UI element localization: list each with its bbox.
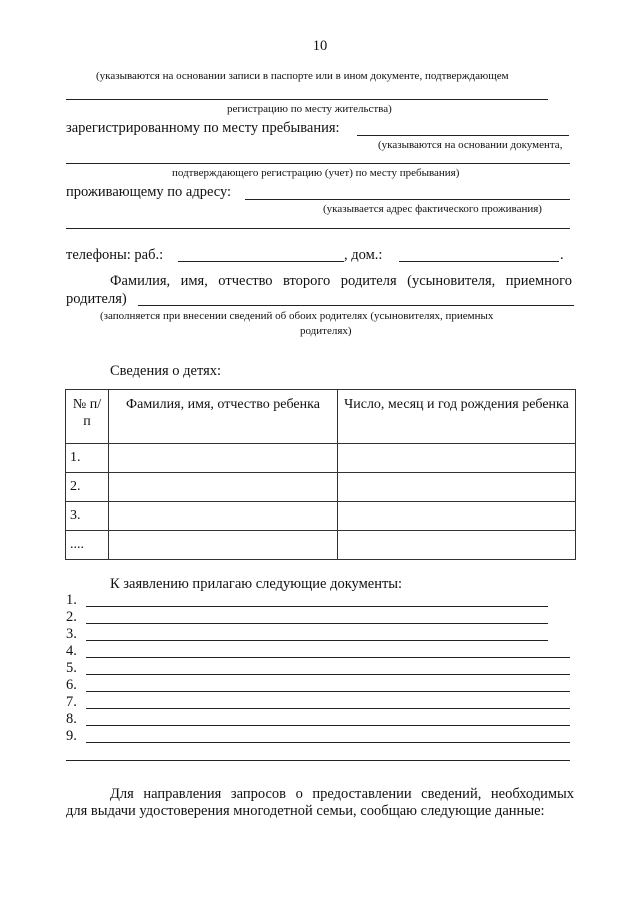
doc-fill-line[interactable] — [86, 742, 570, 743]
doc-item-number: 2. — [66, 609, 77, 625]
child-name-cell[interactable] — [109, 531, 338, 560]
doc-item-number: 4. — [66, 643, 77, 659]
doc-fill-line[interactable] — [86, 674, 570, 675]
second-parent-fill-line — [138, 305, 574, 306]
children-table — [65, 389, 576, 560]
doc-item-number: 8. — [66, 711, 77, 727]
residence-fill-line — [66, 99, 548, 100]
doc-fill-line[interactable] — [86, 640, 548, 641]
doc-fill-line[interactable] — [86, 657, 570, 658]
doc-item-number: 1. — [66, 592, 77, 608]
children-table-header — [66, 390, 576, 444]
passport-note-line1: (указываются на основании записи в паспорте или в ином документе, подтверждающем — [96, 70, 509, 82]
child-birthdate-cell[interactable] — [338, 473, 576, 502]
doc-fill-line[interactable] — [86, 606, 548, 607]
closing-line1: Для направления запросов о предоставлении сведений, необходимых — [110, 786, 574, 802]
table-row — [66, 502, 576, 531]
doc-item-number: 7. — [66, 694, 77, 710]
stay-note-line2: подтверждающего регистрацию (учет) по месту пребывания) — [172, 167, 460, 179]
doc-item-number: 9. — [66, 728, 77, 744]
passport-note-line2: регистрацию по месту жительства) — [227, 103, 392, 115]
phones-label: телефоны: раб.: — [66, 247, 164, 263]
header-name: Фамилия, имя, отчество ребенка — [109, 390, 338, 444]
row-number: 3. — [66, 502, 109, 531]
closing-line2: для выдачи удостоверения многодетной семьи, сообщаю следующие данные: — [66, 803, 545, 819]
child-birthdate-cell[interactable] — [338, 531, 576, 560]
doc-fill-line[interactable] — [86, 623, 548, 624]
second-parent-note-2: родителях) — [300, 325, 352, 337]
stay-label: зарегистрированному по месту пребывания: — [66, 120, 340, 136]
doc-item-number: 3. — [66, 626, 77, 642]
child-birthdate-cell[interactable] — [338, 502, 576, 531]
documents-title: К заявлению прилагаю следующие документы: — [110, 576, 403, 592]
doc-item-number: 5. — [66, 660, 77, 676]
work-phone-line — [178, 261, 344, 262]
home-phone-line — [399, 261, 559, 262]
doc-fill-line[interactable] — [86, 691, 570, 692]
phones-end: . — [560, 247, 564, 263]
header-birthdate: Число, месяц и год рождения ребенка — [338, 390, 576, 444]
living-fill-line — [245, 199, 570, 200]
child-name-cell[interactable] — [109, 444, 338, 473]
home-phone-label: , дом.: — [344, 247, 383, 263]
child-name-cell[interactable] — [109, 473, 338, 502]
children-title: Сведения о детях: — [110, 363, 222, 379]
living-fill-line-2 — [66, 228, 570, 229]
doc-extra-line[interactable] — [66, 760, 570, 761]
table-row — [66, 444, 576, 473]
page-number: 10 — [312, 38, 328, 54]
child-name-cell[interactable] — [109, 502, 338, 531]
living-label: проживающему по адресу: — [66, 184, 232, 200]
living-note: (указывается адрес фактического проживания) — [323, 203, 542, 215]
doc-fill-line[interactable] — [86, 708, 570, 709]
stay-fill-line — [357, 135, 569, 136]
row-number: .... — [66, 531, 109, 560]
stay-fill-line-2 — [66, 163, 570, 164]
child-birthdate-cell[interactable] — [338, 444, 576, 473]
header-number: № п/п — [66, 390, 109, 444]
doc-fill-line[interactable] — [86, 725, 570, 726]
doc-item-number: 6. — [66, 677, 77, 693]
row-number: 1. — [66, 444, 109, 473]
row-number: 2. — [66, 473, 109, 502]
stay-note-line1: (указываются на основании документа, — [378, 139, 563, 151]
table-row — [66, 531, 576, 560]
second-parent-line1: Фамилия, имя, отчество второго родителя (усыновителя, приемного — [110, 273, 572, 289]
table-row — [66, 473, 576, 502]
second-parent-note-1: (заполняется при внесении сведений об обоих родителях (усыновителях, приемных — [100, 310, 494, 322]
second-parent-label: родителя) — [66, 291, 127, 307]
